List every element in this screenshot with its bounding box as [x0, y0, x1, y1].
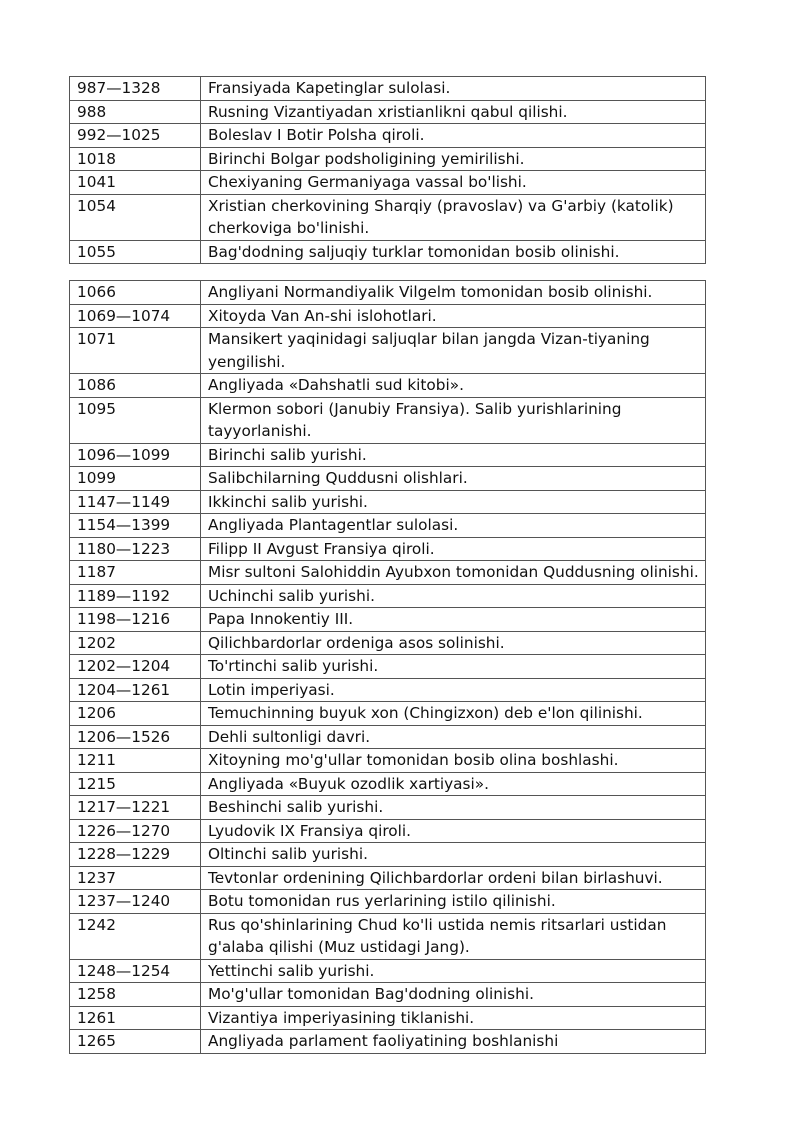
event-cell: Angliyada «Buyuk ozodlik xartiyasi».: [201, 772, 706, 796]
event-cell: Temuchinning buyuk xon (Chingizxon) deb e'lon qilinishi.: [201, 702, 706, 726]
date-cell: 1069—1074: [70, 304, 201, 328]
event-cell: Salibchilarning Quddusni olishlari.: [201, 467, 706, 491]
date-cell: 1099: [70, 467, 201, 491]
event-cell: Filipp II Avgust Fransiya qiroli.: [201, 537, 706, 561]
date-cell: 1211: [70, 749, 201, 773]
chronology-table-2: [69, 280, 706, 1054]
event-cell: Mansikert yaqinidagi saljuqlar bilan jangda Vizan-tiyaning yengilishi.: [201, 328, 706, 374]
table-row: [70, 1006, 706, 1030]
table-row: [70, 631, 706, 655]
event-cell: Bag'dodning saljuqiy turklar tomonidan bosib olinishi.: [201, 240, 706, 264]
date-cell: 1041: [70, 171, 201, 195]
date-cell: 1055: [70, 240, 201, 264]
date-cell: 1147—1149: [70, 490, 201, 514]
table-row: [70, 702, 706, 726]
event-cell: Xitoyning mo'g'ullar tomonidan bosib olina boshlashi.: [201, 749, 706, 773]
date-cell: 1187: [70, 561, 201, 585]
event-cell: Lotin imperiyasi.: [201, 678, 706, 702]
chronology-table-1: [69, 76, 706, 264]
table-row: [70, 240, 706, 264]
event-cell: To'rtinchi salib yurishi.: [201, 655, 706, 679]
event-cell: Fransiyada Kapetinglar sulolasi.: [201, 77, 706, 101]
event-cell: Dehli sultonligi davri.: [201, 725, 706, 749]
date-cell: 1228—1229: [70, 843, 201, 867]
table-row: [70, 490, 706, 514]
event-cell: Klermon sobori (Janubiy Fransiya). Salib yurishlarining tayyorlanishi.: [201, 397, 706, 443]
date-cell: 1226—1270: [70, 819, 201, 843]
date-cell: 1018: [70, 147, 201, 171]
table-row: [70, 467, 706, 491]
event-cell: Uchinchi salib yurishi.: [201, 584, 706, 608]
table-row: [70, 772, 706, 796]
table-row: [70, 866, 706, 890]
date-cell: 1202: [70, 631, 201, 655]
date-cell: 1154—1399: [70, 514, 201, 538]
date-cell: 1237: [70, 866, 201, 890]
table-row: [70, 514, 706, 538]
table-row: [70, 1030, 706, 1054]
event-cell: Angliyada Plantagentlar sulolasi.: [201, 514, 706, 538]
table-row: [70, 890, 706, 914]
table-row: [70, 608, 706, 632]
event-cell: Xristian cherkovining Sharqiy (pravoslav) va G'arbiy (katolik) cherkoviga bo'linishi.: [201, 194, 706, 240]
date-cell: 1242: [70, 913, 201, 959]
date-cell: 1086: [70, 374, 201, 398]
date-cell: 1258: [70, 983, 201, 1007]
date-cell: 1202—1204: [70, 655, 201, 679]
table-row: [70, 194, 706, 240]
event-cell: Qilichbardorlar ordeniga asos solinishi.: [201, 631, 706, 655]
date-cell: 1237—1240: [70, 890, 201, 914]
event-cell: Angliyada «Dahshatli sud kitobi».: [201, 374, 706, 398]
table-row: [70, 655, 706, 679]
date-cell: 1189—1192: [70, 584, 201, 608]
table-row: [70, 983, 706, 1007]
event-cell: Oltinchi salib yurishi.: [201, 843, 706, 867]
event-cell: Mo'g'ullar tomonidan Bag'dodning olinishi.: [201, 983, 706, 1007]
date-cell: 1095: [70, 397, 201, 443]
date-cell: 1206: [70, 702, 201, 726]
table-row: [70, 77, 706, 101]
table-row: [70, 584, 706, 608]
date-cell: 1066: [70, 281, 201, 305]
table-row: [70, 100, 706, 124]
date-cell: 1265: [70, 1030, 201, 1054]
table-row: [70, 397, 706, 443]
date-cell: 1204—1261: [70, 678, 201, 702]
table-row: [70, 678, 706, 702]
table-row: [70, 913, 706, 959]
event-cell: Beshinchi salib yurishi.: [201, 796, 706, 820]
date-cell: 1071: [70, 328, 201, 374]
date-cell: 1096—1099: [70, 443, 201, 467]
table-row: [70, 304, 706, 328]
event-cell: Rus qo'shinlarining Chud ko'li ustida nemis ritsarlari ustidan g'alaba qilishi (Muz ustidagi Jang).: [201, 913, 706, 959]
date-cell: 1248—1254: [70, 959, 201, 983]
table-row: [70, 843, 706, 867]
event-cell: Misr sultoni Salohiddin Ayubxon tomonidan Quddusning olinishi.: [201, 561, 706, 585]
table-row: [70, 819, 706, 843]
date-cell: 987—1328: [70, 77, 201, 101]
table-row: [70, 147, 706, 171]
table-row: [70, 443, 706, 467]
table-row: [70, 171, 706, 195]
date-cell: 992—1025: [70, 124, 201, 148]
table-row: [70, 281, 706, 305]
table-row: [70, 124, 706, 148]
table-row: [70, 374, 706, 398]
date-cell: 1217—1221: [70, 796, 201, 820]
event-cell: Rusning Vizantiyadan xristianlikni qabul qilishi.: [201, 100, 706, 124]
event-cell: Vizantiya imperiyasining tiklanishi.: [201, 1006, 706, 1030]
event-cell: Tevtonlar ordenining Qilichbardorlar ordeni bilan birlashuvi.: [201, 866, 706, 890]
table-row: [70, 749, 706, 773]
event-cell: Ikkinchi salib yurishi.: [201, 490, 706, 514]
table-row: [70, 796, 706, 820]
event-cell: Angliyani Normandiyalik Vilgelm tomonidan bosib olinishi.: [201, 281, 706, 305]
event-cell: Papa Innokentiy III.: [201, 608, 706, 632]
date-cell: 1206—1526: [70, 725, 201, 749]
date-cell: 1054: [70, 194, 201, 240]
event-cell: Xitoyda Van An-shi islohotlari.: [201, 304, 706, 328]
date-cell: 1180—1223: [70, 537, 201, 561]
event-cell: Lyudovik IX Fransiya qiroli.: [201, 819, 706, 843]
event-cell: Birinchi Bolgar podsholigining yemirilishi.: [201, 147, 706, 171]
event-cell: Chexiyaning Germaniyaga vassal bo'lishi.: [201, 171, 706, 195]
table-row: [70, 959, 706, 983]
event-cell: Angliyada parlament faoliyatining boshlanishi: [201, 1030, 706, 1054]
table-row: [70, 561, 706, 585]
date-cell: 1215: [70, 772, 201, 796]
date-cell: 988: [70, 100, 201, 124]
table-row: [70, 328, 706, 374]
table-row: [70, 725, 706, 749]
event-cell: Botu tomonidan rus yerlarining istilo qilinishi.: [201, 890, 706, 914]
date-cell: 1198—1216: [70, 608, 201, 632]
date-cell: 1261: [70, 1006, 201, 1030]
table-row: [70, 537, 706, 561]
event-cell: Yettinchi salib yurishi.: [201, 959, 706, 983]
event-cell: Birinchi salib yurishi.: [201, 443, 706, 467]
event-cell: Boleslav I Botir Polsha qiroli.: [201, 124, 706, 148]
